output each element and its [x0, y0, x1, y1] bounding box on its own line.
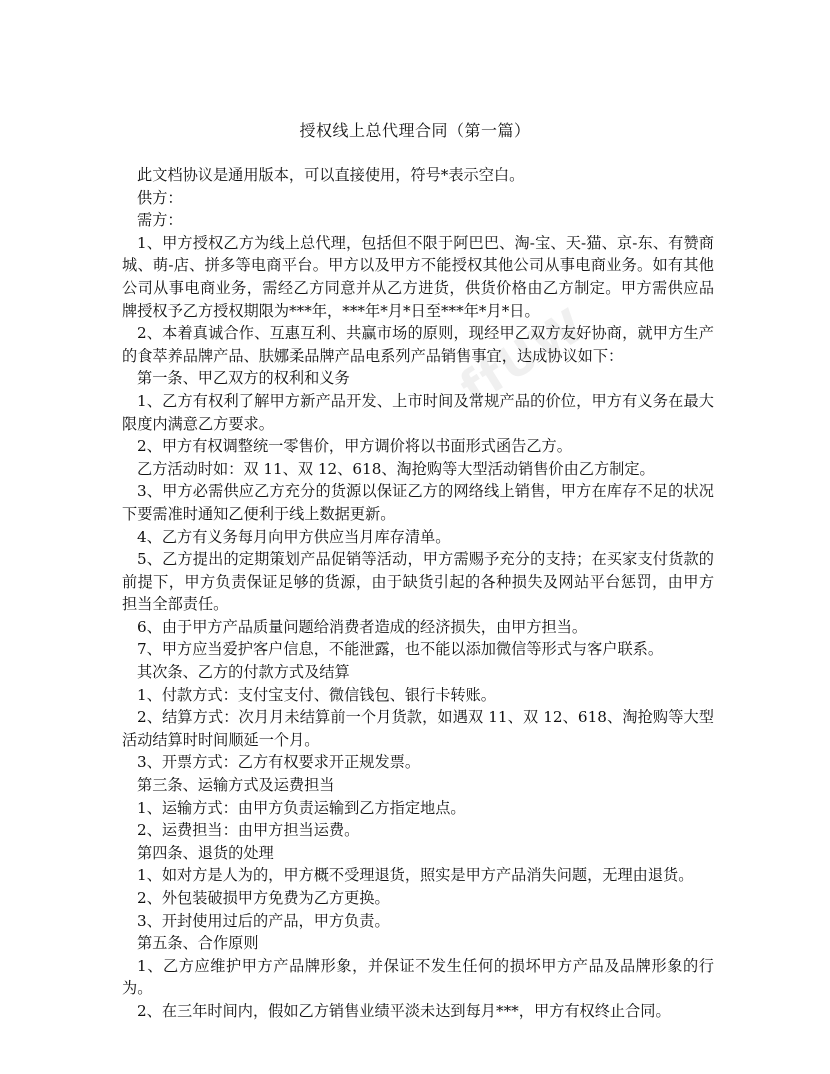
paragraph: 5、乙方提出的定期策划产品促销等活动，甲方需赐予充分的支持；在买家支付货款的前提下，甲方负责保证足够的货源，由于缺货引起的各种损失及网站平台惩罚，由甲方担当全部责任。: [122, 550, 714, 614]
paragraph: 1、甲方授权乙方为线上总代理，包括但不限于阿巴巴、淘-宝、天-猫、京-东、有赞商城、萌-店、拼多等电商平台。甲方以及甲方不能授权其他公司从事电商业务。如有其他公司从事电商业务，需经乙方同意并从乙方进货，供货价格由乙方制定。甲方需供应品牌授权予乙方授权期限为***年，***年*月*日至***年*月*日。: [122, 233, 714, 320]
section-heading: 第四条、退货的处理: [137, 843, 274, 862]
paragraph: 需方：: [137, 211, 183, 230]
paragraph: 2、在三年时间内，假如乙方销售业绩平淡未达到每月***，甲方有权终止合同。: [137, 1001, 671, 1020]
paragraph: 2、外包装破损甲方免费为乙方更换。: [137, 889, 390, 907]
paragraph: 乙方活动时如：双 11、双 12、618、淘抢购等大型活动销售价由乙方制定。: [137, 459, 655, 478]
section-heading: 第三条、运输方式及运费担当: [137, 776, 335, 795]
paragraph: 1、乙方应维护甲方产品牌形象，并保证不发生任何的损坏甲方产品及品牌形象的行为。: [122, 956, 714, 998]
watermark: ffUW: [450, 297, 595, 416]
paragraph: 6、由于甲方产品质量问题给消费者造成的经济损失，由甲方担当。: [137, 617, 588, 636]
paragraph: 此文档协议是通用版本，可以直接使用，符号*表示空白。: [137, 166, 525, 184]
paragraph: 3、开封使用过后的产品，甲方负责。: [137, 911, 390, 930]
paragraph: 1、乙方有权利了解甲方新产品开发、上市时间及常规产品的价位，甲方有义务在最大限度内满意乙方要求。: [122, 391, 714, 433]
paragraph: 2、甲方有权调整统一零售价，甲方调价将以书面形式函告乙方。: [137, 437, 572, 456]
paragraph: 7、甲方应当爱护客户信息，不能泄露，也不能以添加微信等形式与客户联系。: [137, 640, 664, 659]
paragraph: 4、乙方有义务每月向甲方供应当月库存清单。: [137, 527, 451, 546]
paragraph: 1、运输方式：由甲方负责运输到乙方指定地点。: [137, 798, 466, 817]
paragraph: 2、结算方式：次月月未结算前一个月货款，如遇双 11、双 12、618、淘抢购等大型活动结算时时间顺延一个月。: [122, 708, 714, 749]
paragraph: 3、开票方式：乙方有权要求开正规发票。: [137, 753, 421, 772]
paragraph: 1、付款方式：支付宝支付、微信钱包、银行卡转账。: [137, 685, 496, 704]
section-heading: 其次条、乙方的付款方式及结算: [137, 663, 350, 682]
paragraph: 供方：: [137, 188, 183, 207]
paragraph: 1、如对方是人为的，甲方概不受理退货，照实是甲方产品消失问题，无理由退货。: [137, 866, 694, 885]
document-body: [122, 164, 714, 1023]
paragraph: 2、本着真诚合作、互惠互利、共赢市场的原则，现经甲乙双方友好协商，就甲方生产的食萃养品牌产品、肤娜柔品牌产品电系列产品销售事宜，达成协议如下：: [122, 324, 714, 365]
section-heading: 第一条、甲乙双方的权利和义务: [137, 369, 350, 388]
document-title: 授权线上总代理合同（第一篇）: [299, 121, 531, 140]
section-heading: 第五条、合作原则: [137, 934, 259, 953]
paragraph: 3、甲方必需供应乙方充分的货源以保证乙方的网络线上销售，甲方在库存不足的状况下要需准时通知乙便利于线上数据更新。: [122, 482, 714, 523]
paragraph: 2、运费担当：由甲方担当运费。: [137, 821, 360, 840]
